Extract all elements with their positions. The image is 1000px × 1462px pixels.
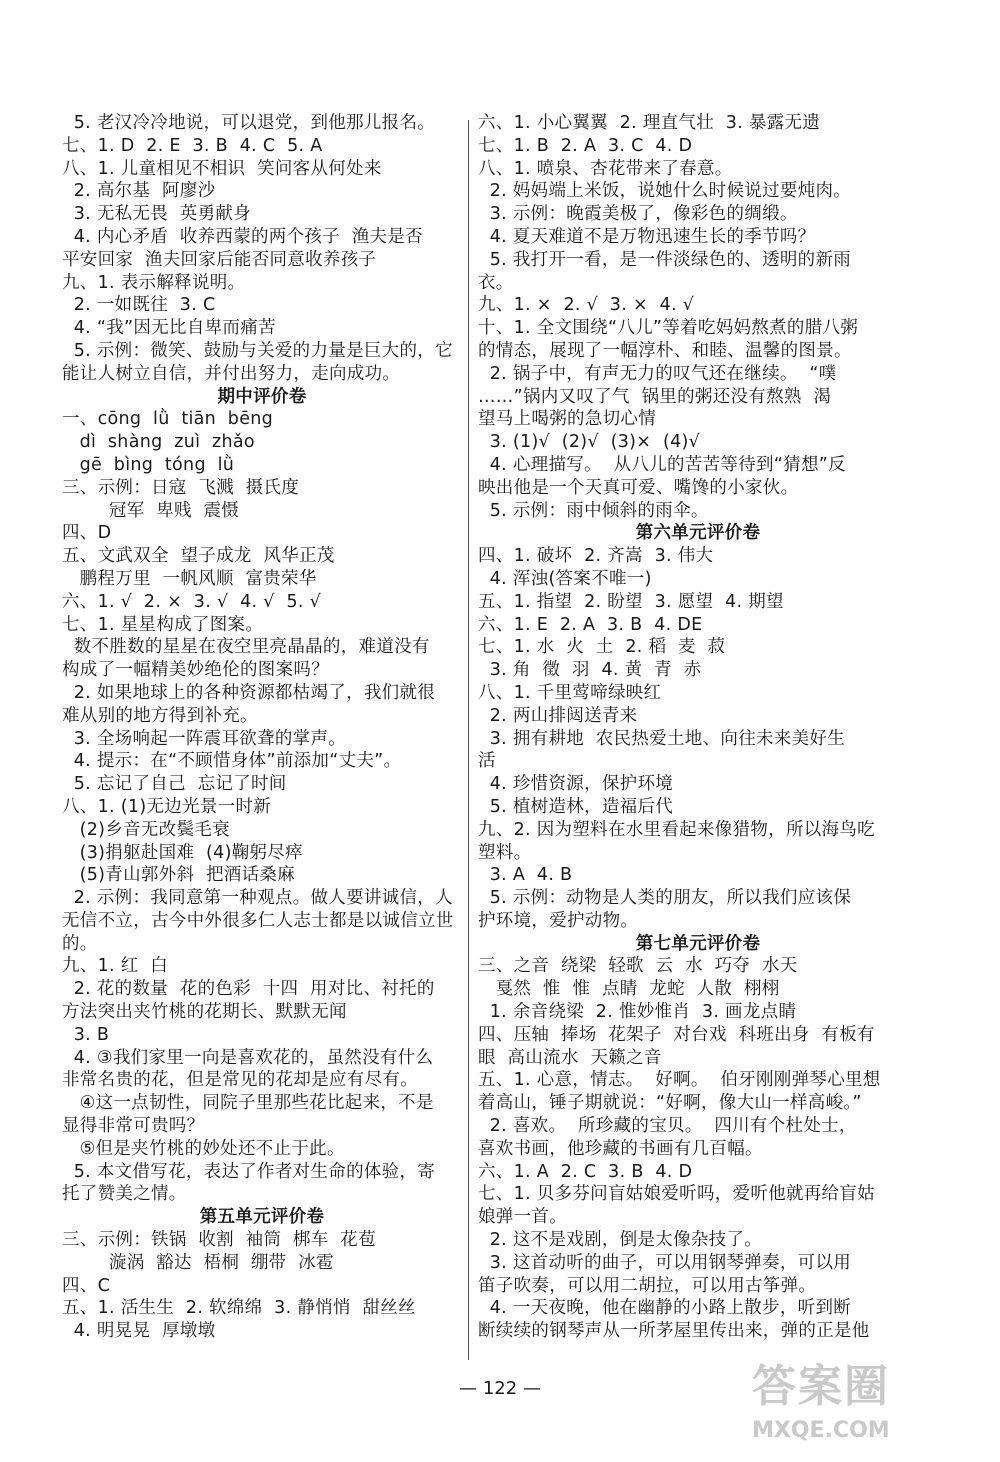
watermark-url: MXQE.COM [752,1418,890,1443]
answer-line: 五、1. 指望 2. 盼望 3. 愿望 4. 期望 [478,591,784,612]
answer-line: 4. 珍惜资源，保护环境 [478,774,674,795]
answer-line: 2. 锅子中，有声无力的叹气还在继续。 “噗 [478,363,837,384]
answer-line: 冠军 卑贱 震慑 [62,500,240,521]
answer-line: 笛子吹奏，可以用二胡拉，可以用古筝弹。 [478,1275,817,1296]
answer-line: 无信不立，古今中外很多仁人志士都是以诚信立世 [62,910,454,931]
answer-line: 5. 示例：动物是人类的朋友，所以我们应该保 [478,888,852,909]
answer-line: 2. 高尔基 阿廖沙 [62,181,216,202]
answer-line: 鹏程万里 一帆风顺 富贵荣华 [62,568,317,589]
pinyin-line: gē bìng tóng lǜ [62,454,235,475]
answer-line: 十、1. 全文围绕“八儿”等着吃妈妈熬煮的腊八粥 [478,318,859,339]
watermark-text: 答案圈 [752,1361,890,1412]
answer-line: 平安回家 渔夫回家后能否同意收养孩子 [62,249,377,270]
answer-line: 3. 拥有耕地 农民热爱土地、向往未来美好生 [478,728,846,749]
answer-line: 方法突出夹竹桃的花期长、默默无闻 [62,1002,347,1023]
answer-line: 望马上喝粥的急切心情 [478,409,656,430]
answer-line: 3. (1)√ (2)√ (3)× (4)√ [478,432,701,453]
answer-line: 3. 无私无畏 英勇献身 [62,204,252,225]
answer-line: 的。 [62,933,98,954]
answer-line: 3. 角 徵 羽 4. 黄 青 赤 [478,660,702,681]
section-heading: 第五单元评价卷 [199,1207,325,1228]
answer-line: 六、1. √ 2. × 3. √ 4. √ 5. √ [62,591,322,612]
answer-line: 4. “我”因无比自卑而痛苦 [62,318,276,339]
answer-line: 四、1. 破坏 2. 齐嵩 3. 伟大 [478,546,714,567]
answer-line: 能让人树立自信，并付出努力，走向成功。 [62,363,401,384]
answer-line: ④这一点韧性，同院子里那些花比起来，不是 [62,1093,434,1114]
answer-line: 八、1. 儿童相见不相识 笑问客从何处来 [62,158,382,179]
answer-line: 4. 一天夜晚，他在幽静的小路上散步，听到断 [478,1298,852,1319]
answer-line: 4. 提示：在“不顾惜身体”前添加“丈夫”。 [62,751,402,772]
answer-line: 九、1. × 2. √ 3. × 4. √ [478,295,695,316]
answer-line: 的情态，展现了一幅淳朴、和睦、温馨的图景。 [478,340,852,361]
answer-line: 5. 示例：微笑、鼓励与关爱的力量是巨大的，它 [62,340,453,361]
answer-line: 塑料。 [478,842,532,863]
answer-line: 四、C [62,1275,111,1296]
answer-line: 六、1. A 2. C 3. B 4. D [478,1161,693,1182]
answer-line: 戛然 惟 惟 点睛 龙蛇 人散 栩栩 [478,979,780,1000]
answer-line: 漩涡 豁达 梧桐 绷带 冰雹 [62,1252,334,1273]
answer-line: 2. 花的数量 花的色彩 十四 用对比、衬托的 [62,979,435,1000]
answer-line: 九、1. 红 白 [62,956,169,977]
section-heading: 第七单元评价卷 [635,933,761,954]
answer-line: (5)青山郭外斜 把酒话桑麻 [62,865,296,886]
answer-line: 九、1. 表示解释说明。 [62,272,246,293]
answer-line: ⑤但是夹竹桃的妙处还不止于此。 [62,1138,345,1159]
answer-line: 2. 两山排闼送青来 [478,705,638,726]
answer-line: 四、压轴 捧场 花架子 对台戏 科班出身 有板有 [478,1024,875,1045]
answer-line: 非常名贵的花，但是常见的花却是应有尽有。 [62,1070,418,1091]
answer-line: 七、1. D 2. E 3. B 4. C 5. A [62,135,323,156]
answer-line: 5. 老汉冷冷地说，可以退党，到他那儿报名。 [62,113,436,133]
answer-line: 5. 本文借写花，表达了作者对生命的体验，寄 [62,1161,436,1182]
answer-line: 七、1. 贝多芬问盲姑娘爱听吗，爱听他就再给盲姑 [478,1184,875,1205]
answer-line: 5. 示例：雨中倾斜的雨伞。 [478,500,709,521]
answer-line: 七、1. 水 火 土 2. 稻 麦 菽 [478,637,726,658]
answer-line: 八、1. 喷泉、杏花带来了春意。 [478,158,733,179]
page-number: — 122 — [459,1378,541,1399]
answer-line: 2. 这不是戏剧，倒是太像杂技了。 [478,1230,763,1251]
answer-line: 4. 明晃晃 厚墩墩 [62,1321,216,1342]
answer-line: 九、2. 因为塑料在水里看起来像猎物，所以海鸟吃 [478,819,875,840]
answer-line: 3. 全场响起一阵震耳欲聋的掌声。 [62,728,347,749]
answer-line: 4. 夏天难道不是万物迅速生长的季节吗？ [478,226,816,247]
answer-line: (2)乡音无改鬓毛衰 [62,819,230,840]
answer-line: 构成了一幅精美妙绝伦的图案吗？ [62,660,329,681]
section-heading: 期中评价卷 [217,386,307,407]
answer-line: 八、1. 千里莺啼绿映红 [478,682,662,703]
answer-line: 3. 示例：晚霞美极了，像彩色的绸缎。 [478,204,798,225]
answer-line: 映出他是一个天真可爱、嘴馋的小家伙。 [478,477,799,498]
section-heading: 第六单元评价卷 [635,523,761,544]
answer-line: 活 [478,751,496,772]
answer-line: (3)捐躯赴国难 (4)鞠躬尽瘁 [62,842,303,863]
answer-line: 护环境，爱护动物。 [478,910,639,931]
answer-line: 数不胜数的星星在夜空里亮晶晶的，难道没有 [62,637,430,658]
answer-line: 显得非常可贵吗？ [62,1116,205,1137]
right-column [478,112,918,1343]
pinyin-line: 一、cōng lǜ tiān bēng [62,409,274,430]
answer-line: 4. 心理描写。 从八儿的苦苦等待到“猜想”反 [478,454,846,475]
column-divider [468,120,469,1360]
answer-line: 眼 高山流水 天籁之音 [478,1047,662,1068]
answer-line: 六、1. 小心翼翼 2. 理直气壮 3. 暴露无遗 [478,113,821,133]
answer-line: 四、D [62,523,112,544]
answer-line: 3. B [62,1024,110,1045]
answer-line: 5. 忘记了自己 忘记了时间 [62,774,287,795]
answer-line: 托了赞美之情。 [62,1184,187,1205]
answer-line: 三、示例：日寇 飞溅 摄氏度 [62,477,300,498]
watermark [752,1350,982,1450]
answer-line: 3. A 4. B [478,865,573,886]
answer-line: 着高山，锤子期就说：“好啊，像大山一样高峻。” [478,1093,862,1114]
answer-line: 4. 浑浊(答案不唯一) [478,568,652,589]
answer-line: 五、1. 活生生 2. 软绵绵 3. 静悄悄 甜丝丝 [62,1298,416,1319]
answer-line: 娘弹一首。 [478,1207,567,1228]
answer-line: 五、文武双全 望子成龙 风华正茂 [62,546,335,567]
answer-line: 3. 这首动听的曲子，可以用钢琴弹奏，可以用 [478,1252,852,1273]
answer-line: 六、1. E 2. A 3. B 4. DE [478,614,703,635]
answer-line: 2. 如果地球上的各种资源都枯竭了，我们就很 [62,682,436,703]
answer-line: 三、示例：铁锅 收割 袖筒 梆车 花苞 [62,1230,376,1251]
answer-line: 衣。 [478,272,514,293]
left-column [62,112,462,1343]
answer-line: 5. 植树造林，造福后代 [478,796,674,817]
answer-line: 4. 内心矛盾 收养西蒙的两个孩子 渔夫是否 [62,226,423,247]
answer-line: ……”锅内又叹了气 锅里的粥还没有熬熟 渴 [478,386,832,407]
answer-line: 断续续的钢琴声从一所茅屋里传出来，弹的正是他 [478,1321,870,1342]
answer-line: 三、之音 绕梁 轻歌 云 水 巧夺 水天 [478,956,798,977]
answer-line: 2. 喜欢。 所珍藏的宝贝。 四川有个杜处士， [478,1116,857,1137]
answer-line: 喜欢书画，他珍藏的书画有几百幅。 [478,1138,763,1159]
answer-line: 2. 妈妈端上米饭，说她什么时候说过要炖肉。 [478,181,852,202]
answer-line: 七、1. B 2. A 3. C 4. D [478,135,693,156]
answer-line: 1. 余音绕梁 2. 惟妙惟肖 3. 画龙点睛 [478,1002,797,1023]
answer-line: 2. 一如既往 3. C [62,295,216,316]
answer-line: 八、1. (1)无边光景一时新 [62,796,272,817]
pinyin-line: dì shàng zuì zhǎo [62,432,255,453]
answer-line: 4. ③我们家里一向是喜欢花的，虽然没有什么 [62,1047,434,1068]
answer-line: 5. 我打开一看，是一件淡绿色的、透明的新雨 [478,249,852,270]
answer-line: 五、1. 心意，情志。 好啊。 伯牙刚刚弹琴心里想 [478,1070,881,1091]
answer-line: 2. 示例：我同意第一种观点。做人要讲诚信，人 [62,888,453,909]
answer-line: 七、1. 星星构成了图案。 [62,614,264,635]
answer-line: 难从别的地方得到补充。 [62,705,258,726]
